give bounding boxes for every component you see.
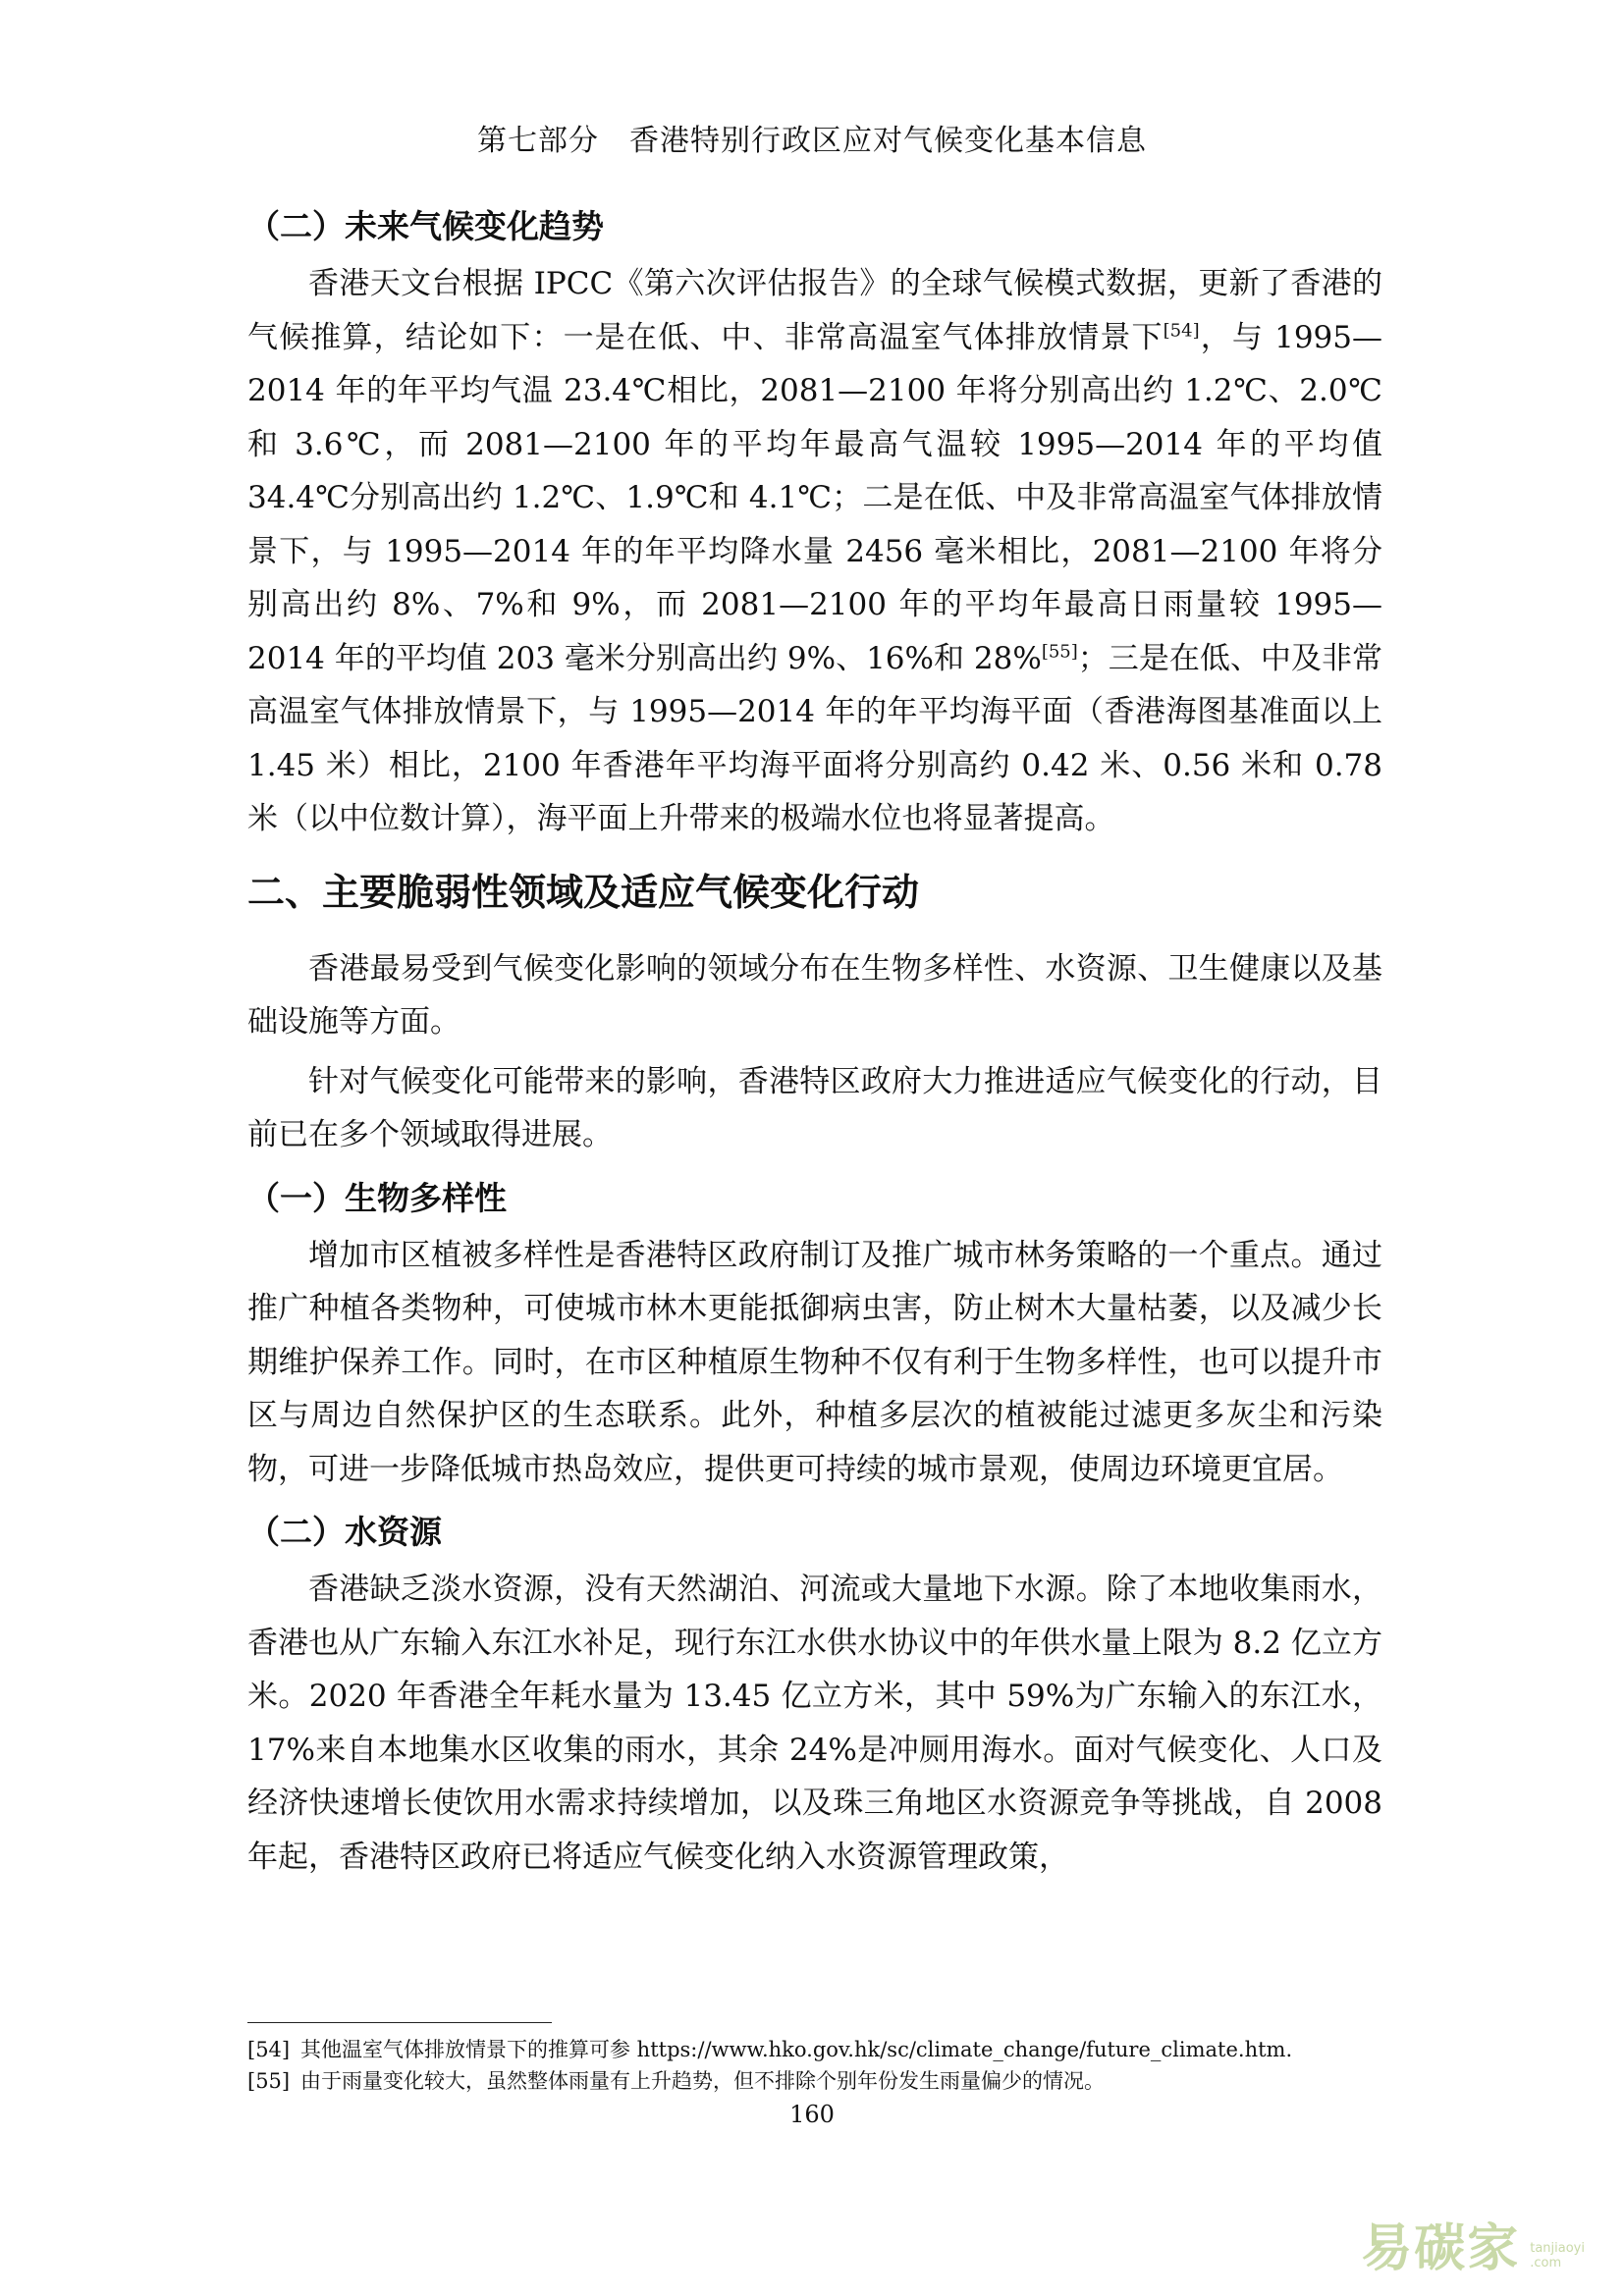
page-number: 160 (789, 2101, 835, 2128)
heading-water-resources: （二）水资源 (247, 1513, 442, 1551)
paragraph-text: ，与 1995—2014 年的年平均气温 23.4℃相比，2081—2100 年将分别高出约 1.2℃、2.0℃和 3.6℃，而 2081—2100 年的平均年最高气温较 1995—2014 年的平均值 34.4℃分别高出约 1.2℃、1.9℃和 4.1℃；二是在低、中及非常高温室气体排放情景下，与 1995—2014 年的年平均降水量 2456 毫米相比，2081—2100 年将分别高出约 8%、7%和 9%，而 2081—2100 年的平均年最高日雨量较 1995—2014 年的平均值 203 毫米分别高出约 9%、16%和 28% (247, 319, 1382, 676)
paragraph-vulnerable-areas: 香港最易受到气候变化影响的领域分布在生物多样性、水资源、卫生健康以及基础设施等方面。 (247, 950, 1382, 1040)
footnote-ref-55[interactable]: [55] (1041, 641, 1078, 663)
paragraph-biodiversity: 增加市区植被多样性是香港特区政府制订及推广城市林务策略的一个重点。通过推广种植各类物种，可使城市林木更能抵御病虫害，防止树木大量枯萎，以及减少长期维护保养工作。同时，在市区种植原生物种不仅有利于生物多样性，也可以提升市区与周边自然保护区的生态联系。此外，种植多层次的植被能过滤更多灰尘和污染物，可进一步降低城市热岛效应，提供更可持续的城市景观，使周边环境更宜居。 (247, 1237, 1382, 1487)
paragraph-water-resources: 香港缺乏淡水资源，没有天然湖泊、河流或大量地下水源。除了本地收集雨水，香港也从广东输入东江水补足，现行东江水供水协议中的年供水量上限为 8.2 亿立方米。2020 年香港全年耗水量为 13.45 亿立方米，其中 59%为广东输入的东江水，17%来自本地集水区收集的雨水，其余 24%是冲厕用海水。面对气候变化、人口及经济快速增长使饮用水需求持续增加，以及珠三角地区水资源竞争等挑战，自 2008 年起，香港特区政府已将适应气候变化纳入水资源管理政策， (247, 1572, 1382, 1875)
paragraph-adaptation-actions: 针对气候变化可能带来的影响，香港特区政府大力推进适应气候变化的行动，目前已在多个领域取得进展。 (247, 1063, 1382, 1152)
footnote-number: [54] (247, 2038, 291, 2061)
watermark-domain-top: tanjiaoyi (1530, 2241, 1585, 2256)
paragraph-text: ；三是在低、中及非常高温室气体排放情景下，与 1995—2014 年的年平均海平面（香港海图基准面以上 1.45 米）相比，2100 年香港年平均海平面将分别高约 0.42 米、0.56 米和 0.78 米（以中位数计算），海平面上升带来的极端水位也将显著提高。 (247, 640, 1382, 836)
footnote-54 (247, 2034, 1382, 2065)
watermark-brand: 易碳家 (1361, 2219, 1521, 2278)
footnote-ref-54[interactable]: [54] (1163, 320, 1200, 342)
watermark-logo (1361, 2207, 1585, 2280)
watermark-domain (1530, 2241, 1585, 2280)
footnote-number: [55] (247, 2069, 291, 2093)
watermark-domain-bottom: .com (1530, 2256, 1562, 2270)
footnote-text: 由于雨量变化较大，虽然整体雨量有上升趋势，但不排除个别年份发生雨量偏少的情况。 (300, 2069, 1105, 2093)
paragraph-future-climate-trend (247, 257, 1382, 846)
paragraph-text: 香港天文台根据 IPCC《第六次评估报告》的全球气候模式数据，更新了香港的气候推算，结论如下：一是在低、中、非常高温室气体排放情景下 (247, 266, 1382, 355)
heading-vulnerability-adaptation: 二、主要脆弱性领域及适应气候变化行动 (247, 870, 920, 914)
heading-future-climate-trend: （二）未来气候变化趋势 (247, 207, 604, 245)
page-body (247, 196, 1382, 1890)
footnote-55 (247, 2065, 1382, 2097)
heading-biodiversity: （一）生物多样性 (247, 1178, 507, 1217)
running-header: 第七部分 香港特别行政区应对气候变化基本信息 (477, 124, 1147, 158)
footnotes (247, 2034, 1382, 2097)
footnote-divider (247, 2022, 552, 2023)
footnote-text[interactable]: 其他温室气体排放情景下的推算可参 https://www.hko.gov.hk/sc/climate_change/future_climate.htm. (300, 2038, 1293, 2061)
